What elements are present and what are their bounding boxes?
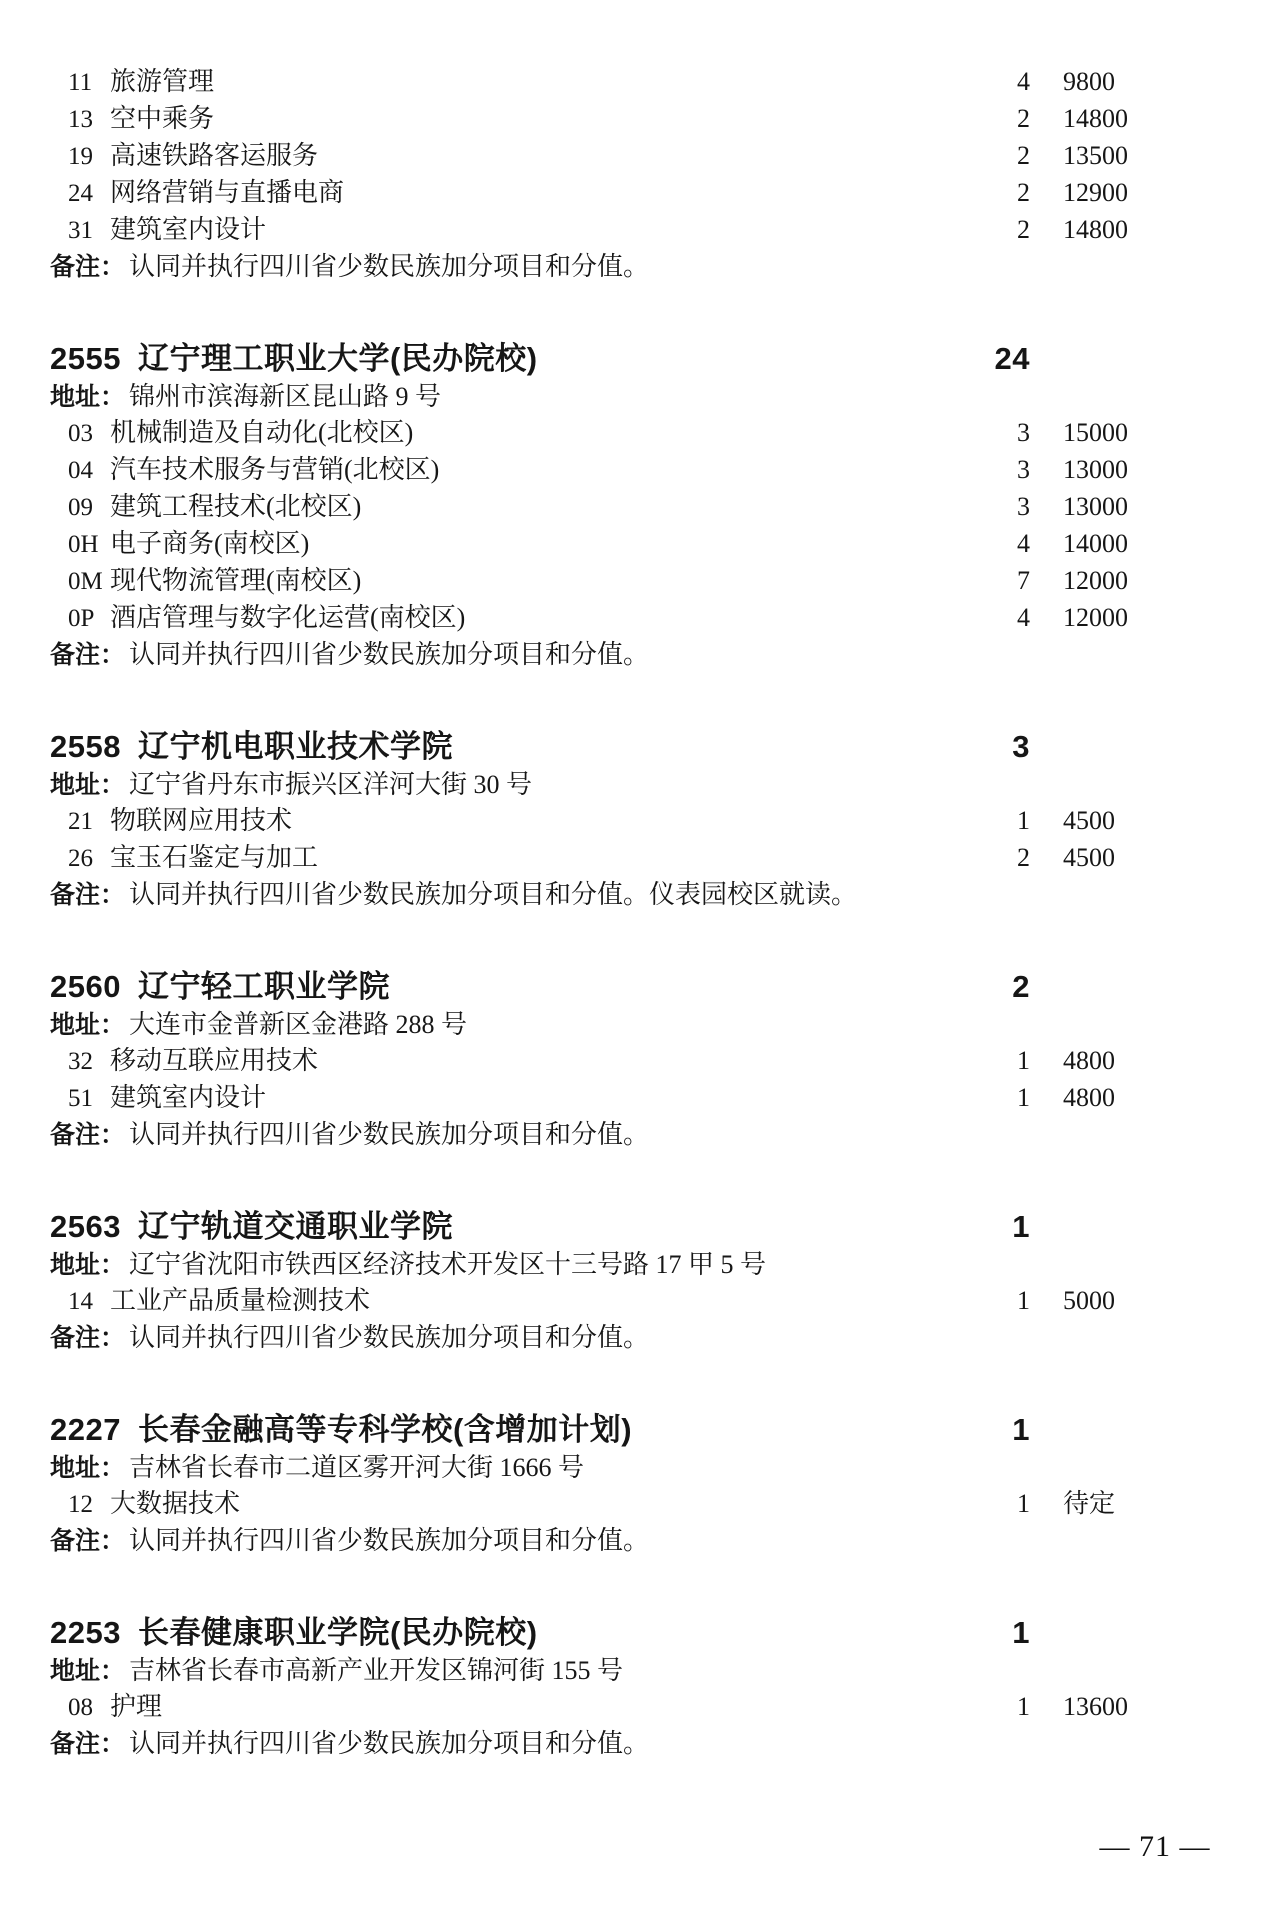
major-row: [50, 1283, 1220, 1320]
note-label: 备注：: [50, 1121, 126, 1149]
major-fee: 9800: [1063, 67, 1115, 96]
continued-majors-section: [50, 64, 1220, 285]
major-name: 高速铁路客运服务: [110, 141, 319, 170]
major-row: [50, 212, 1220, 249]
major-quota: 2: [1017, 843, 1030, 872]
address-text: 锦州市滨海新区昆山路 9 号: [129, 382, 442, 411]
address-label: 地址：: [50, 1657, 126, 1685]
major-fee: 14800: [1063, 215, 1128, 244]
major-fee: 14800: [1063, 104, 1128, 133]
note-label: 备注：: [50, 1324, 126, 1352]
note-text: 认同并执行四川省少数民族加分项目和分值。: [129, 252, 650, 281]
major-fee: 5000: [1063, 1286, 1115, 1315]
major-row: [50, 64, 1220, 101]
school-address: [50, 1247, 1220, 1283]
major-quota: 3: [1017, 492, 1030, 521]
major-name: 护理: [110, 1692, 163, 1721]
major-name: 建筑工程技术(北校区): [110, 492, 362, 521]
major-code: 14: [68, 1288, 93, 1315]
major-fee: 4800: [1063, 1083, 1115, 1112]
major-quota: 3: [1017, 418, 1030, 447]
major-row: [50, 600, 1220, 637]
major-row: [50, 1043, 1220, 1080]
school-code: 2558: [50, 729, 121, 764]
school-note: [50, 1726, 1220, 1762]
school-note: [50, 1523, 1220, 1559]
note-label: 备注：: [50, 641, 126, 669]
school-note: [50, 637, 1220, 673]
major-fee: 12000: [1063, 566, 1128, 595]
school-total-quota: 1: [1012, 1209, 1030, 1244]
major-row: [50, 1486, 1220, 1523]
address-label: 地址：: [50, 1454, 126, 1482]
major-quota: 4: [1017, 529, 1030, 558]
major-code: 26: [68, 845, 93, 872]
major-code: 09: [68, 494, 93, 521]
major-quota: 2: [1017, 104, 1030, 133]
major-row: [50, 840, 1220, 877]
major-code: 32: [68, 1048, 93, 1075]
school-total-quota: 1: [1012, 1615, 1030, 1650]
page-number: — 71 —: [1099, 1830, 1211, 1863]
school-section-2227: [50, 1410, 1220, 1559]
major-name: 机械制造及自动化(北校区): [110, 418, 414, 447]
major-fee: 13600: [1063, 1692, 1128, 1721]
school-note: [50, 1117, 1220, 1153]
major-row: [50, 1080, 1220, 1117]
school-section-2253: [50, 1613, 1220, 1762]
note-label: 备注：: [50, 881, 126, 909]
major-row: [50, 138, 1220, 175]
address-label: 地址：: [50, 383, 126, 411]
school-header: [50, 1207, 1220, 1247]
major-name: 建筑室内设计: [110, 1083, 267, 1112]
major-name: 电子商务(南校区): [110, 529, 310, 558]
major-fee: 待定: [1063, 1489, 1116, 1518]
major-fee: 12900: [1063, 178, 1128, 207]
major-code: 21: [68, 808, 93, 835]
major-name: 汽车技术服务与营销(北校区): [110, 455, 440, 484]
school-name: 长春金融高等专科学校(含增加计划): [137, 1412, 633, 1447]
major-row: [50, 175, 1220, 212]
school-name: 辽宁轻工职业学院: [137, 969, 390, 1004]
major-fee: 13000: [1063, 492, 1128, 521]
major-name: 物联网应用技术: [110, 806, 293, 835]
school-section-2560: [50, 967, 1220, 1153]
major-code: 11: [68, 69, 93, 96]
major-quota: 1: [1017, 1692, 1030, 1721]
school-address: [50, 767, 1220, 803]
school-code: 2555: [50, 341, 121, 376]
major-row: [50, 101, 1220, 138]
major-quota: 1: [1017, 1286, 1030, 1315]
school-total-quota: 3: [1012, 729, 1030, 764]
major-row: [50, 526, 1220, 563]
major-name: 网络营销与直播电商: [110, 178, 345, 207]
school-total-quota: 24: [994, 341, 1030, 376]
note-text: 认同并执行四川省少数民族加分项目和分值。: [129, 640, 650, 669]
major-quota: 1: [1017, 1083, 1030, 1112]
school-code: 2253: [50, 1615, 121, 1650]
major-name: 现代物流管理(南校区): [110, 566, 362, 595]
school-code: 2560: [50, 969, 121, 1004]
school-section-2558: [50, 727, 1220, 913]
major-quota: 1: [1017, 1489, 1030, 1518]
major-code: 31: [68, 217, 93, 244]
major-fee: 13000: [1063, 455, 1128, 484]
note-text: 认同并执行四川省少数民族加分项目和分值。: [129, 1729, 650, 1758]
major-name: 建筑室内设计: [110, 215, 267, 244]
major-fee: 14000: [1063, 529, 1128, 558]
major-quota: 4: [1017, 603, 1030, 632]
major-code: 12: [68, 1491, 93, 1518]
note-text: 认同并执行四川省少数民族加分项目和分值。: [129, 1323, 650, 1352]
school-section-2555: [50, 339, 1220, 673]
major-code: 51: [68, 1085, 93, 1112]
school-header: [50, 1410, 1220, 1450]
major-row: [50, 563, 1220, 600]
major-code: 08: [68, 1694, 93, 1721]
major-name: 空中乘务: [110, 104, 215, 133]
major-code: 0P: [68, 605, 95, 632]
school-name: 辽宁理工职业大学(民办院校): [137, 341, 538, 376]
note-label: 备注：: [50, 1527, 126, 1555]
school-name: 辽宁机电职业技术学院: [137, 729, 453, 764]
address-text: 辽宁省丹东市振兴区洋河大街 30 号: [129, 770, 533, 799]
major-quota: 2: [1017, 215, 1030, 244]
major-quota: 2: [1017, 141, 1030, 170]
school-note: [50, 1320, 1220, 1356]
note-text: 认同并执行四川省少数民族加分项目和分值。: [129, 1120, 650, 1149]
major-fee: 4800: [1063, 1046, 1115, 1075]
major-fee: 4500: [1063, 806, 1115, 835]
school-header: [50, 1613, 1220, 1653]
major-quota: 1: [1017, 806, 1030, 835]
school-note: [50, 877, 1220, 913]
major-quota: 3: [1017, 455, 1030, 484]
major-code: 19: [68, 143, 93, 170]
major-name: 大数据技术: [110, 1489, 241, 1518]
note-text: 认同并执行四川省少数民族加分项目和分值。: [129, 1526, 650, 1555]
major-name: 工业产品质量检测技术: [110, 1286, 371, 1315]
school-address: [50, 379, 1220, 415]
major-quota: 2: [1017, 178, 1030, 207]
address-label: 地址：: [50, 771, 126, 799]
address-text: 大连市金普新区金港路 288 号: [129, 1010, 468, 1039]
major-fee: 13500: [1063, 141, 1128, 170]
major-row: [50, 415, 1220, 452]
major-quota: 7: [1017, 566, 1030, 595]
note-label: 备注：: [50, 1730, 126, 1758]
address-label: 地址：: [50, 1011, 126, 1039]
major-fee: 4500: [1063, 843, 1115, 872]
major-name: 旅游管理: [110, 67, 215, 96]
school-name: 长春健康职业学院(民办院校): [137, 1615, 538, 1650]
address-text: 吉林省长春市高新产业开发区锦河街 155 号: [129, 1656, 624, 1685]
school-code: 2563: [50, 1209, 121, 1244]
major-row: [50, 803, 1220, 840]
major-code: 13: [68, 106, 93, 133]
major-code: 24: [68, 180, 93, 207]
address-text: 吉林省长春市二道区雾开河大街 1666 号: [129, 1453, 585, 1482]
major-quota: 4: [1017, 67, 1030, 96]
school-code: 2227: [50, 1412, 121, 1447]
major-name: 酒店管理与数字化运营(南校区): [110, 603, 466, 632]
major-row: [50, 1689, 1220, 1726]
note-text: 认同并执行四川省少数民族加分项目和分值。仪表园校区就读。: [129, 880, 858, 909]
major-row: [50, 452, 1220, 489]
major-name: 宝玉石鉴定与加工: [110, 843, 319, 872]
school-address: [50, 1007, 1220, 1043]
school-address: [50, 1653, 1220, 1689]
major-quota: 1: [1017, 1046, 1030, 1075]
major-code: 0H: [68, 531, 99, 558]
major-fee: 15000: [1063, 418, 1128, 447]
major-code: 0M: [68, 568, 103, 595]
school-total-quota: 1: [1012, 1412, 1030, 1447]
school-address: [50, 1450, 1220, 1486]
school-total-quota: 2: [1012, 969, 1030, 1004]
major-code: 03: [68, 420, 93, 447]
school-header: [50, 339, 1220, 379]
major-name: 移动互联应用技术: [110, 1046, 319, 1075]
address-text: 辽宁省沈阳市铁西区经济技术开发区十三号路 17 甲 5 号: [129, 1250, 767, 1279]
school-section-2563: [50, 1207, 1220, 1356]
address-label: 地址：: [50, 1251, 126, 1279]
note-label: 备注：: [50, 253, 126, 281]
major-row: [50, 489, 1220, 526]
major-fee: 12000: [1063, 603, 1128, 632]
school-header: [50, 727, 1220, 767]
school-name: 辽宁轨道交通职业学院: [137, 1209, 453, 1244]
school-note: [50, 249, 1220, 285]
school-header: [50, 967, 1220, 1007]
major-code: 04: [68, 457, 93, 484]
